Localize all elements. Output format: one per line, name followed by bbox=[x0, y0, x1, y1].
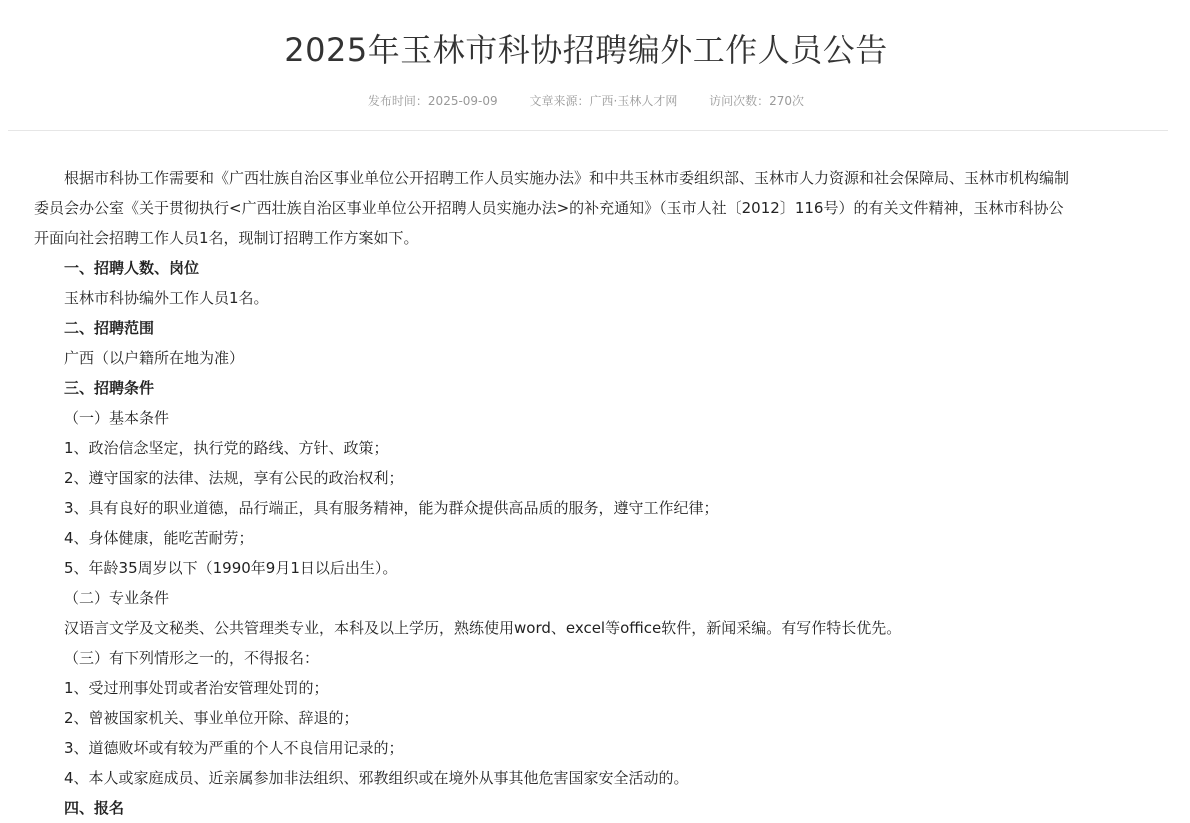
paragraph-text: 3、具有良好的职业道德，品行端正，具有服务精神，能为群众提供高品质的服务，遵守工作纪律； bbox=[64, 499, 719, 517]
intro-paragraph-line: 开面向社会招聘工作人员1名，现制订招聘工作方案如下。 bbox=[34, 229, 419, 247]
view-count: 访问次数：270次 bbox=[709, 94, 805, 108]
paragraph-text: 2、曾被国家机关、事业单位开除、辞退的； bbox=[64, 709, 359, 727]
section-heading: 四、报名 bbox=[64, 799, 125, 817]
paragraph-text: （三）有下列情形之一的，不得报名： bbox=[64, 649, 320, 667]
paragraph-text: 4、本人或家庭成员、近亲属参加非法组织、邪教组织或在境外从事其他危害国家安全活动的。 bbox=[64, 769, 689, 787]
paragraph-text: 3、道德败坏或有较为严重的个人不良信用记录的； bbox=[64, 739, 404, 757]
paragraph-text: （一）基本条件 bbox=[64, 409, 170, 427]
article-body bbox=[34, 163, 1144, 823]
article-meta bbox=[0, 92, 1172, 110]
paragraph-text: 4、身体健康，能吃苦耐劳； bbox=[64, 529, 254, 547]
paragraph-text: 广西（以户籍所在地为准） bbox=[64, 349, 245, 367]
paragraph-text: 5、年龄35周岁以下（1990年9月1日以后出生）。 bbox=[64, 559, 398, 577]
intro-paragraph-line: 委员会办公室《关于贯彻执行<广西壮族自治区事业单位公开招聘人员实施办法>的补充通知》（玉市人社〔2012〕116号）的有关文件精神，玉林市科协公 bbox=[34, 199, 1064, 217]
paragraph-text: （二）专业条件 bbox=[64, 589, 170, 607]
article-sections bbox=[64, 253, 1144, 823]
article-source: 文章来源：广西·玉林人才网 bbox=[529, 94, 678, 108]
paragraph-text: 1、受过刑事处罚或者治安管理处罚的； bbox=[64, 679, 329, 697]
intro-paragraph-line: 根据市科协工作需要和《广西壮族自治区事业单位公开招聘工作人员实施办法》和中共玉林市委组织部、玉林市人力资源和社会保障局、玉林市机构编制 bbox=[64, 169, 1070, 187]
paragraph-text: 2、遵守国家的法律、法规，享有公民的政治权利； bbox=[64, 469, 404, 487]
paragraph-text: 玉林市科协编外工作人员1名。 bbox=[64, 289, 269, 307]
paragraph-text: 汉语言文学及文秘类、公共管理类专业，本科及以上学历，熟练使用word、excel等office软件，新闻采编。有写作特长优先。 bbox=[64, 619, 902, 637]
header-divider bbox=[8, 130, 1168, 131]
publish-date: 发布时间：2025-09-09 bbox=[367, 94, 498, 108]
section-heading: 一、招聘人数、岗位 bbox=[64, 259, 200, 277]
page-title: 2025年玉林市科协招聘编外工作人员公告 bbox=[284, 31, 888, 69]
section-heading: 三、招聘条件 bbox=[64, 379, 155, 397]
paragraph-text: 1、政治信念坚定，执行党的路线、方针、政策； bbox=[64, 439, 389, 457]
section-heading: 二、招聘范围 bbox=[64, 319, 155, 337]
